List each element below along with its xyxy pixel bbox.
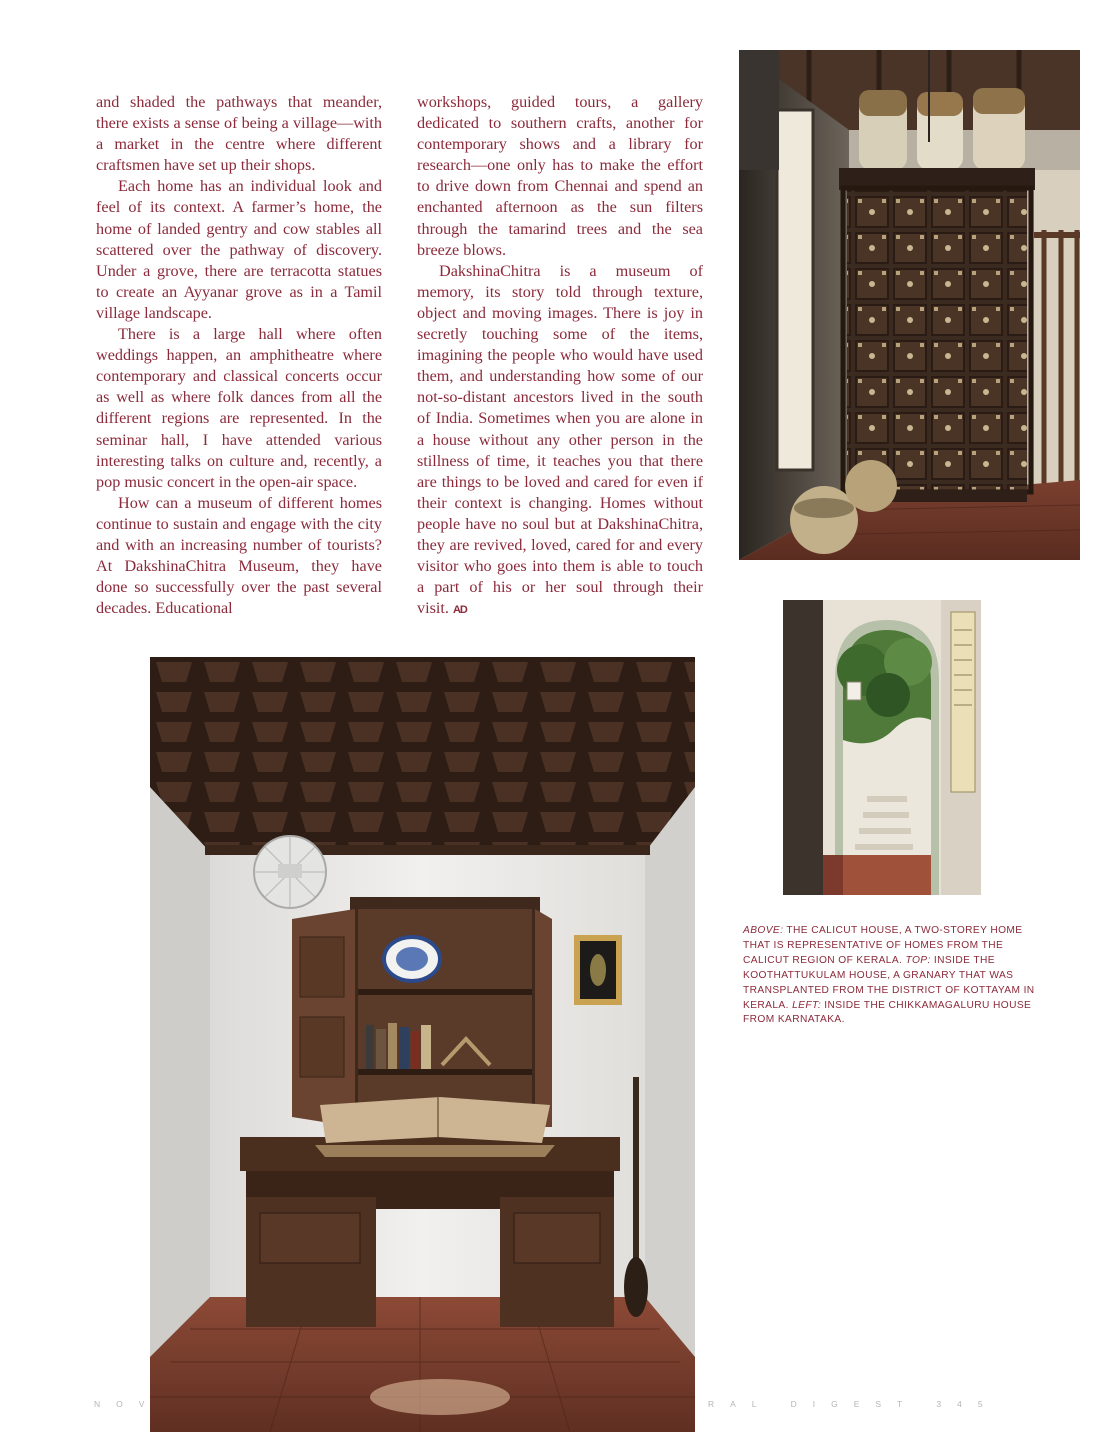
article-paragraph: Each home has an individual look and feel of its context. A farmer’s home, the home of landed gentry and cow stables all scattered over the pathway of discovery. Under a grove, there are terracotta statues to create an Ayyanar grove as in a Tamil village landscape. bbox=[96, 177, 382, 322]
photo-calicut-house-arch bbox=[783, 600, 981, 895]
photo-koothattukulam-granary bbox=[739, 50, 1080, 560]
article-paragraph: DakshinaChitra is a museum of memory, its story told through texture, object and moving images. There is joy in secretly touching some of the items, imagining the people who would have used them, and understanding how some of our not-so-distant ancestors lived in the south of India. Sometimes when you are alone in a house without any other person in the stillness of time, it teaches you that there are things to be loved and cared for even if their context is changing. Homes without people have no soul but at DakshinaChitra, they are revived, loved, cared for and every visitor who goes into them is able to touch a part of his or her soul through their visit. bbox=[417, 261, 703, 618]
ad-end-mark: AD bbox=[452, 604, 467, 617]
arch-illustration bbox=[783, 600, 981, 895]
article-paragraph: and shaded the pathways that meander, there exists a sense of being a village—with a market in the centre where different craftsmen have set up their shops. bbox=[96, 93, 382, 175]
photo-chikkamagaluru-house bbox=[150, 657, 695, 1432]
article-column-left bbox=[96, 92, 382, 619]
article-paragraph: There is a large hall where often weddings happen, an amphitheatre where contemporary and classical concerts occur as well as where folk dances from all the different regions are represented. In the seminar hall, I have attended various interesting talks on culture and, recently, a pop music concert in the open-air space. bbox=[96, 325, 382, 491]
caption-text-top: INSIDE THE KOOTHATTUKULAM HOUSE, A GRANARY THAT WAS TRANSPLANTED FROM THE DISTRICT OF KOTTAYAM IN KERALA. bbox=[743, 954, 1035, 1011]
article-paragraph: workshops, guided tours, a gallery dedicated to southern crafts, another for contemporary shows and a library for research—one only has to make the effort to drive down from Chennai and spend an enchanted afternoon as the sun filters through the tamarind trees and the sea breeze blows. bbox=[417, 93, 703, 259]
interior-illustration bbox=[150, 657, 695, 1432]
article-paragraph: How can a museum of different homes continue to sustain and engage with the city and with an increasing number of tourists? At DakshinaChitra Museum, they have done so successfully over the past several decades. Educational bbox=[96, 493, 382, 618]
photo-caption bbox=[743, 924, 1039, 1028]
caption-label-left: LEFT: bbox=[792, 999, 822, 1011]
granary-illustration bbox=[739, 50, 1080, 560]
caption-text-left: INSIDE THE CHIKKAMAGALURU HOUSE FROM KARNATAKA. bbox=[743, 999, 1032, 1026]
caption-label-top: TOP: bbox=[905, 954, 931, 966]
article-column-right bbox=[417, 92, 703, 621]
caption-label-above: ABOVE: bbox=[743, 925, 784, 936]
article-paragraph-final bbox=[417, 261, 703, 622]
caption-text-above: THE CALICUT HOUSE, A TWO-STOREY HOME THAT IS REPRESENTATIVE OF HOMES FROM THE CALICUT REGION OF KERALA. bbox=[743, 925, 1023, 966]
folio-right: RAL DIGEST 345 bbox=[708, 1399, 999, 1409]
folio-left: NOV bbox=[94, 1399, 161, 1409]
